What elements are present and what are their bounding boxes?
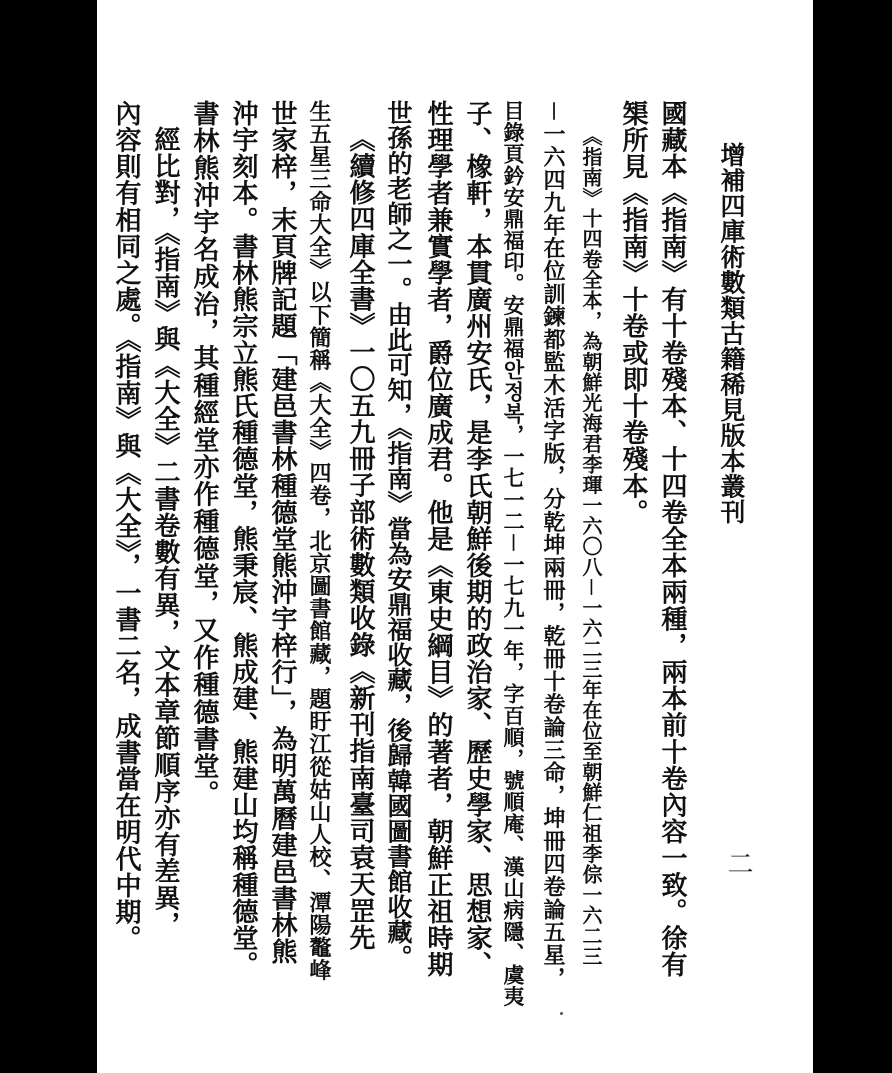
text-column: 書林熊沖宇名成治，其種經堂亦作種德堂，又作種德書堂。 <box>189 100 219 808</box>
running-header-title: 增補四庫術數類古籍稀見版本叢刊 <box>717 142 746 525</box>
text-column: 沖宇刻本。書林熊宗立熊氏種德堂，熊秉宸、熊成建、熊建山均稱種德堂。 <box>228 100 258 978</box>
text-column: 世孫的老師之一。由此可知，《指南》當為安鼎福收藏，後歸韓國圖書館收藏。 <box>384 100 413 970</box>
text-column: 經比對，《指南》與《大全》二書卷數有異，文本章節順序亦有差異， <box>150 126 180 938</box>
text-column: 子、橡軒，本貫廣州安氏，是李氏朝鮮後期的政治家、歷史學家、思想家、 <box>462 100 492 978</box>
text-column: －一六四九年在位訓鍊都監木活字版，分乾坤兩冊，乾冊十卷論三命，坤冊四卷論五星， <box>540 100 566 990</box>
text-column: 內容則有相同之處。《指南》與《大全》，一書二名，成書當在明代中期。 <box>111 100 141 952</box>
text-column: 生五星三命大全》以下簡稱《大全》四卷，北京圖書館藏，題盱江從姑山人校、潭陽鼇峰 <box>306 100 332 982</box>
book-page <box>97 0 813 1073</box>
scan-speck <box>560 1012 563 1015</box>
text-column: 《續修四庫全書》一〇五九冊子部術數類收錄《新刊指南臺司袁天罡先 <box>345 126 375 951</box>
text-column: 榘所見《指南》十卷或即十卷殘本。 <box>618 100 648 526</box>
text-column: 《指南》十四卷全本，為朝鮮光海君李琿一六〇八－一六二三年在位至朝鮮仁祖李倧一六二三 <box>579 126 603 967</box>
text-column: 世家梓，末頁牌記題「建邑書林種德堂熊沖宇梓行」，為明萬曆建邑書林熊 <box>267 100 297 965</box>
text-column: 目錄頁鈐安鼎福印。安鼎福안정복，一七一二－一七九一年，字百順，號順庵、漢山病隱、虞夷 <box>501 100 526 1008</box>
page-number: 二 <box>723 850 753 876</box>
text-column: 性理學者兼實學者，爵位廣成君。他是《東史綱目》的著者，朝鮮正祖時期 <box>423 100 453 978</box>
text-column: 國藏本《指南》有十卷殘本、十四卷全本兩種，兩本前十卷內容一致。徐有 <box>657 100 687 978</box>
